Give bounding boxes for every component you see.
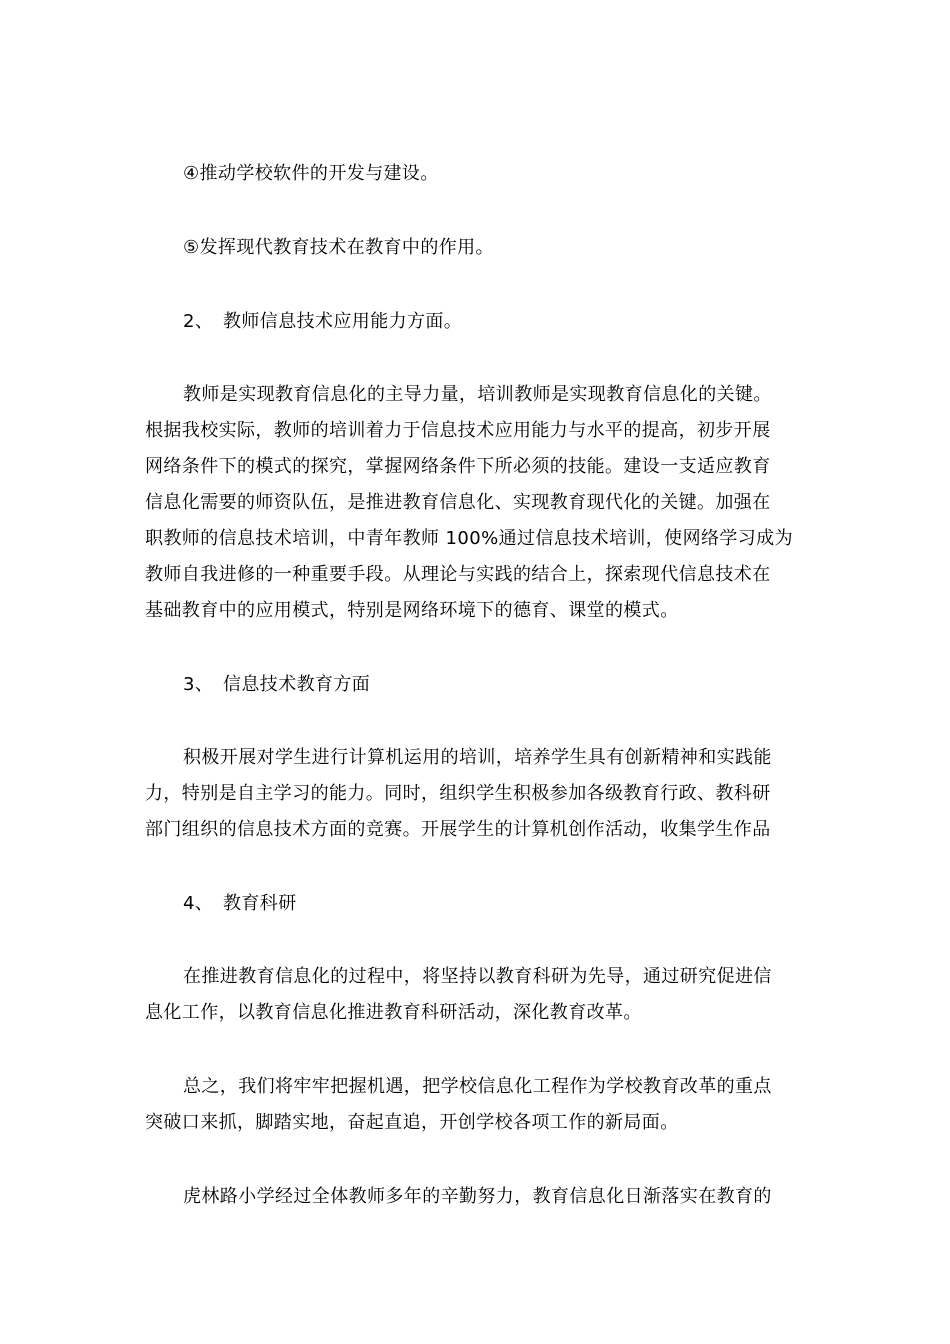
- paragraph-line: 在推进教育信息化的过程中，将坚持以教育科研为先导，通过研究促进信: [183, 966, 772, 987]
- paragraph-line: 信息化需要的师资队伍，是推进教育信息化、实现教育现代化的关键。加强在: [145, 492, 771, 513]
- section-heading-3: [183, 673, 853, 697]
- list-item-4: ④推动学校软件的开发与建设。: [183, 163, 439, 184]
- paragraph-line: 积极开展对学生进行计算机运用的培训，培养学生具有创新精神和实践能: [183, 747, 772, 768]
- paragraph-line: 突破口来抓，脚踏实地，奋起直追，开创学校各项工作的新局面。: [145, 1112, 679, 1133]
- paragraph-line: 根据我校实际，教师的培训着力于信息技术应用能力与水平的提高，初步开展: [145, 420, 771, 441]
- paragraph-line: 教师是实现教育信息化的主导力量，培训教师是实现教育信息化的关键。: [183, 384, 772, 405]
- section-number: 3、: [183, 674, 214, 695]
- section-title: 教育科研: [223, 893, 297, 914]
- section-number: 4、: [183, 893, 214, 914]
- paragraph-line: 教师自我进修的一种重要手段。从理论与实践的结合上，探索现代信息技术在: [145, 564, 771, 585]
- section-title: 信息技术教育方面: [223, 674, 371, 695]
- section-heading-4: [183, 892, 853, 916]
- paragraph-line: 总之，我们将牢牢把握机遇，把学校信息化工程作为学校教育改革的重点: [183, 1076, 772, 1097]
- paragraph-line: 职教师的信息技术培训，中青年教师 100%通过信息技术培训，使网络学习成为: [145, 528, 793, 549]
- paragraph-line: 息化工作，以教育信息化推进教育科研活动，深化教育改革。: [145, 1002, 642, 1023]
- paragraph-line: 基础教育中的应用模式，特别是网络环境下的德育、课堂的模式。: [145, 600, 679, 621]
- list-item-5: ⑤发挥现代教育技术在教育中的作用。: [183, 237, 494, 258]
- paragraph-line: 虎林路小学经过全体教师多年的辛勤努力，教育信息化日渐落实在教育的: [183, 1186, 772, 1207]
- section-number: 2、: [183, 311, 214, 332]
- section-title: 教师信息技术应用能力方面。: [223, 311, 463, 332]
- section-heading-2: [183, 310, 853, 334]
- paragraph-line: 部门组织的信息技术方面的竞赛。开展学生的计算机创作活动，收集学生作品: [145, 819, 771, 840]
- paragraph-line: 力，特别是自主学习的能力。同时，组织学生积极参加各级教育行政、教科研: [145, 783, 771, 804]
- paragraph-line: 网络条件下的模式的探究，掌握网络条件下所必须的技能。建设一支适应教育: [145, 456, 771, 477]
